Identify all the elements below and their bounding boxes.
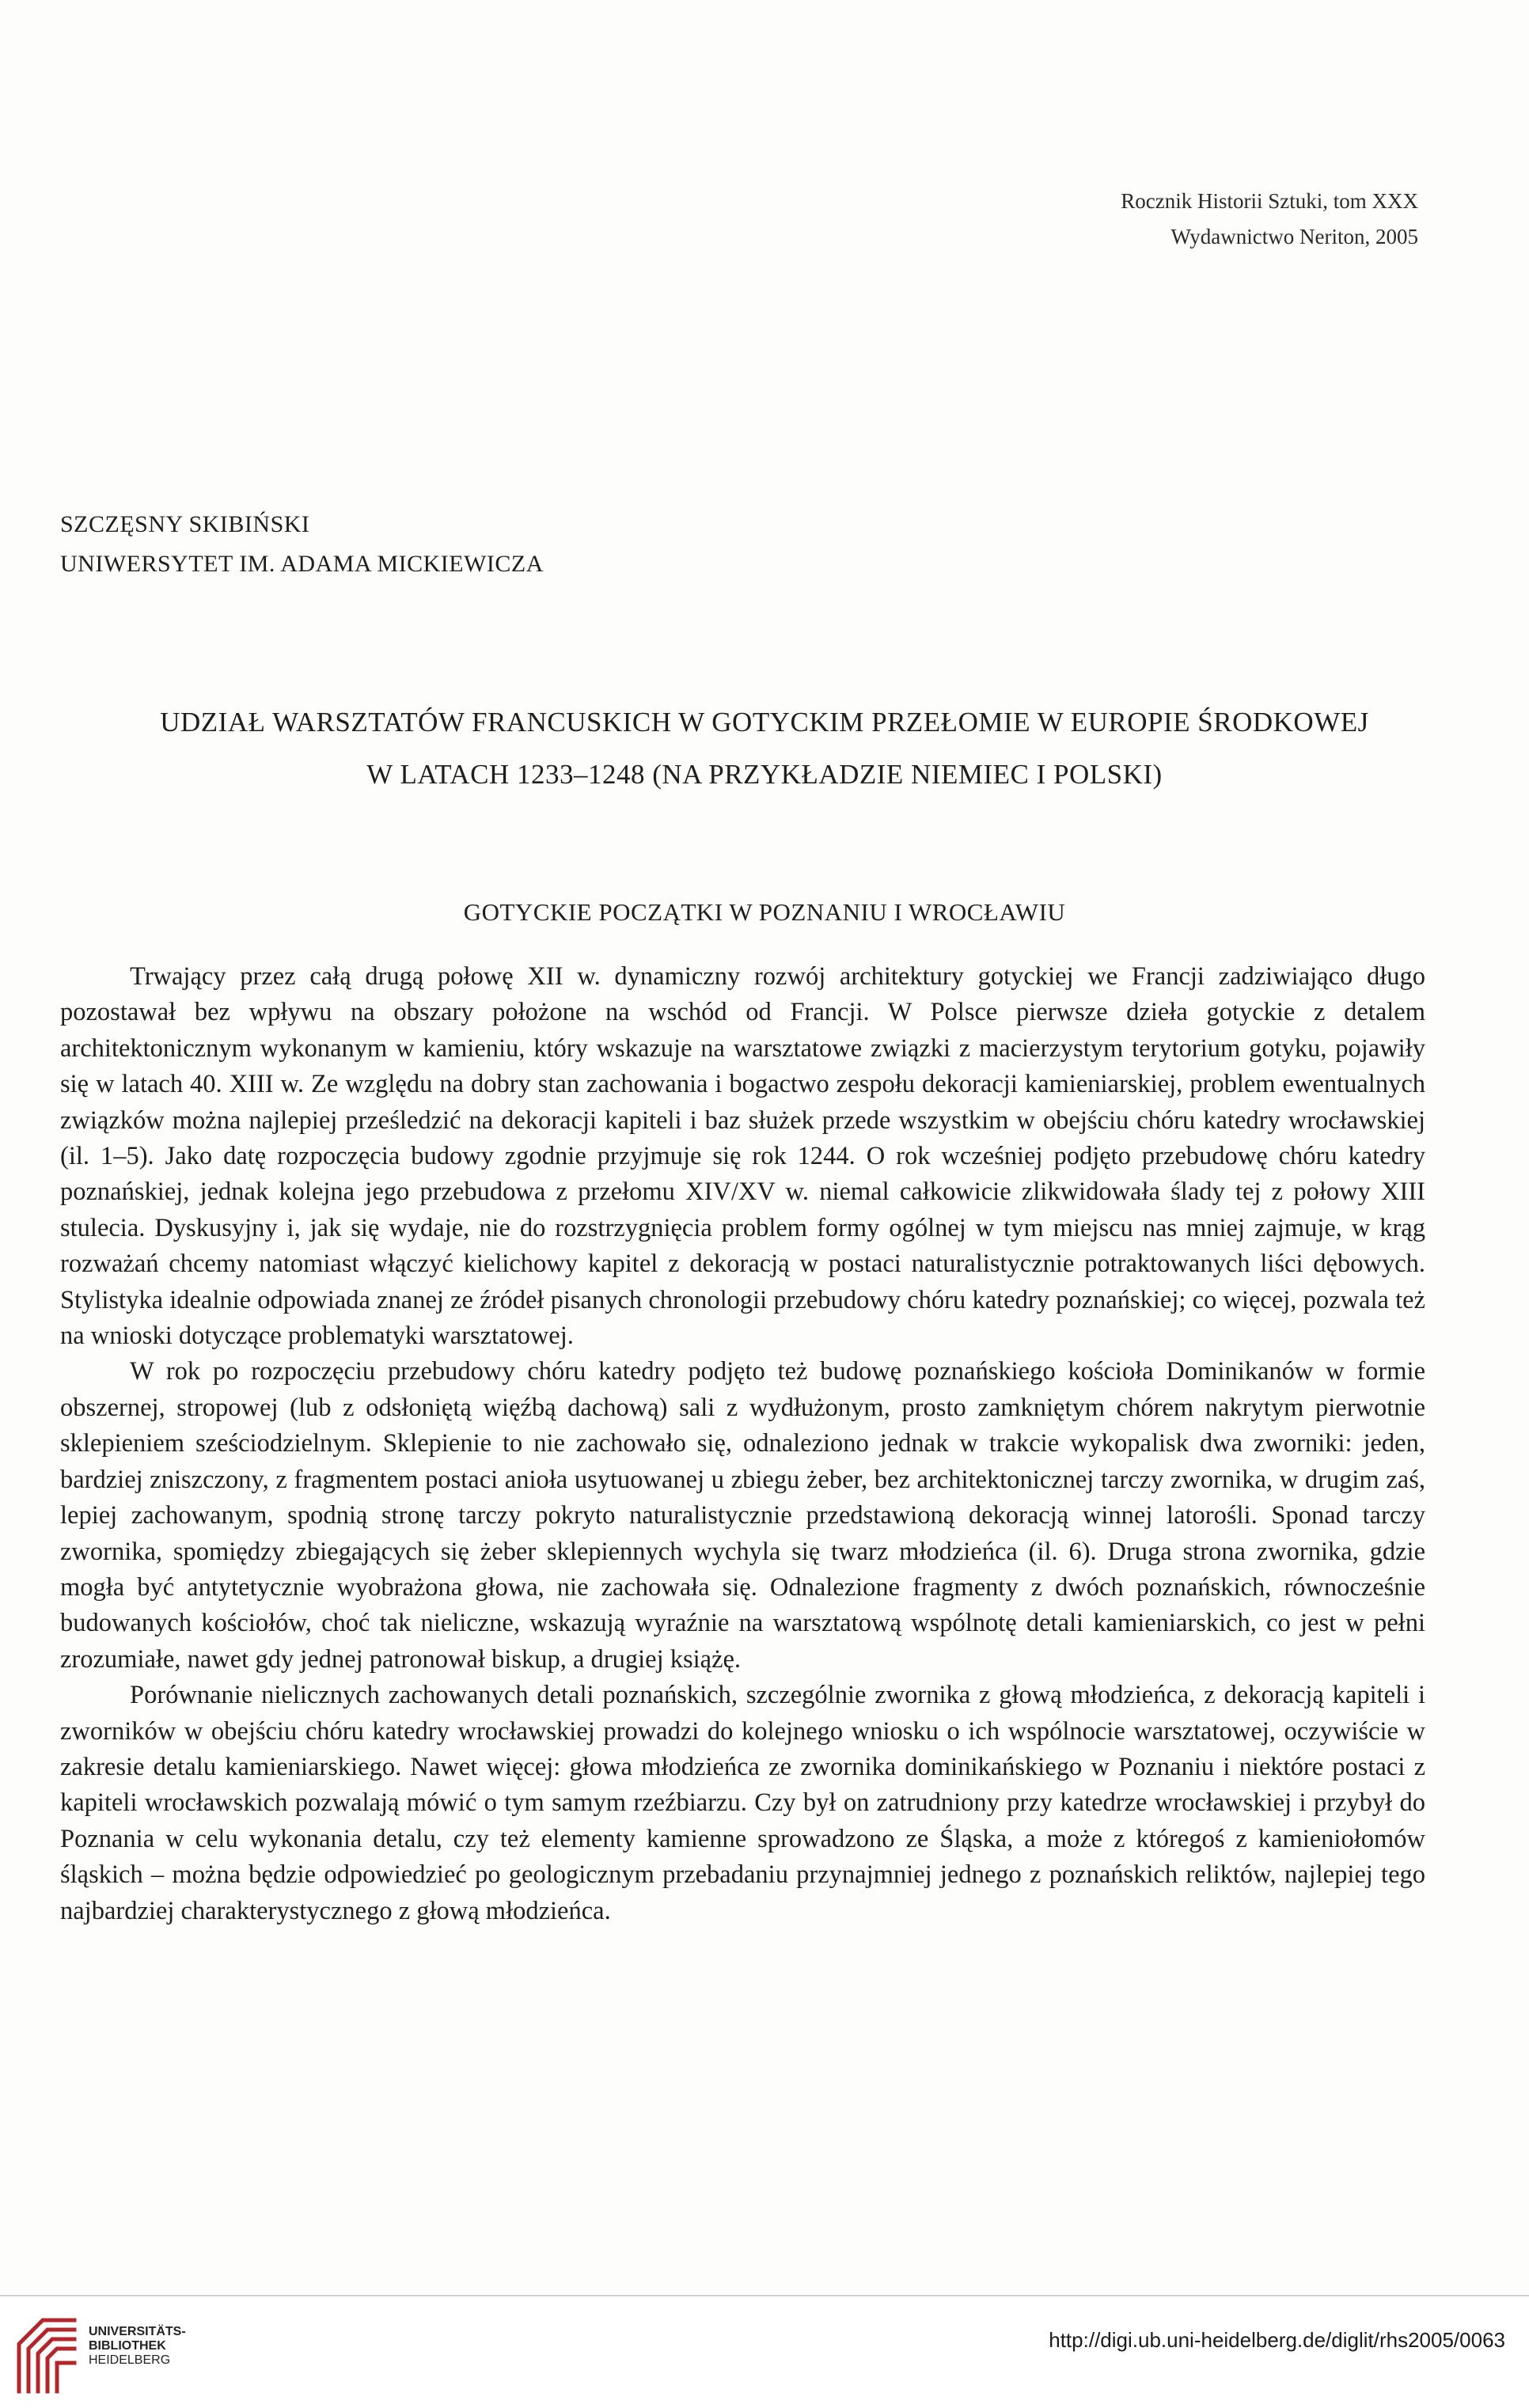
library-logo-icon xyxy=(11,2312,82,2399)
journal-info xyxy=(1121,184,1418,255)
author-affiliation: UNIWERSYTET IM. ADAMA MICKIEWICZA xyxy=(60,551,544,577)
paragraph-2: W rok po rozpoczęciu przebudowy chóru katedry podjęto też budowę poznańskiego kościoła Dominikanów w formie obszernej, stropowej (lub z odsłoniętą więźbą dachową) sali z wydłużonym, prosto zamkniętym chórem nakrytym pierwotnie sklepieniem sześciodzielnym. Sklepienie to nie zachowało się, odnaleziono jednak w trakcie wykopalisk dwa zworniki: jeden, bardziej zniszczony, z fragmentem postaci anioła usytuowanej u zbiegu żeber, bez architektonicznej tarczy zwornika, w drugim zaś, lepiej zachowanym, spodnią stronę tarczy pokryto naturalistycznie przedstawioną dekoracją winnej latorośli. Sponad tarczy zwornika, spomiędzy zbiegających się żeber sklepiennych wychyla się twarz młodzieńca (il. 6). Druga strona zwornika, gdzie mogła być antytetycznie wyobrażona głowa, nie zachowała się. Odnalezione fragmenty z dwóch poznańskich, równocześnie budowanych kościołów, choć tak nieliczne, wskazują wyraźnie na warsztatową wspólnotę detali kamieniarskich, co jest w pełni zrozumiałe, nawet gdy jednej patronował biskup, a drugiej książę. xyxy=(60,1357,1425,1674)
library-name-line-2: BIBLIOTHEK xyxy=(89,2339,166,2353)
source-url-link[interactable]: http://digi.ub.uni-heidelberg.de/diglit/rhs2005/0063 xyxy=(1049,2328,1505,2352)
article-title xyxy=(0,696,1529,801)
library-name-line-3: HEIDELBERG xyxy=(89,2353,171,2367)
paragraph-3: Porównanie nielicznych zachowanych detali poznańskich, szczególnie zwornika z głową młodzieńca, z dekoracją kapiteli i zworników w obejściu chóru katedry wrocławskiej prowadzi do kolejnego wniosku o ich wspólnocie warsztatowej, oczywiście w zakresie detalu kamieniarskiego. Nawet więcej: głowa młodzieńca ze zwornika dominikańskiego w Poznaniu i niektóre postaci z kapiteli wrocławskich pozwalają mówić o tym samym rzeźbiarzu. Czy był on zatrudniony przy katedrze wrocławskiej i przybył do Poznania w celu wykonania detalu, czy też elementy kamienne sprowadzono ze Śląska, a może z któregoś z kamieniołomów śląskich – można będzie odpowiedzieć po geologicznym przebadaniu przynajmniej jednego z poznańskich reliktów, najlepiej tego najbardziej charakterystycznego z głową młodzieńca. xyxy=(60,1681,1425,1925)
article-body xyxy=(60,959,1425,1929)
author-name: SZCZĘSNY SKIBIŃSKI xyxy=(60,511,310,537)
article-title-line-2: W LATACH 1233–1248 (NA PRZYKŁADZIE NIEMIEC I POLSKI) xyxy=(366,759,1163,790)
author-block xyxy=(60,505,544,584)
journal-title: Rocznik Historii Sztuki, tom XXX xyxy=(1121,189,1418,213)
publisher: Wydawnictwo Neriton, 2005 xyxy=(1170,225,1418,248)
library-name xyxy=(89,2325,186,2368)
library-name-line-1: UNIVERSITÄTS- xyxy=(89,2325,186,2338)
article-title-line-1: UDZIAŁ WARSZTATÓW FRANCUSKICH W GOTYCKIM PRZEŁOMIE W EUROPIE ŚRODKOWEJ xyxy=(160,707,1369,738)
section-heading: GOTYCKIE POCZĄTKI W POZNANIU I WROCŁAWIU xyxy=(463,898,1066,926)
paragraph-1: Trwający przez całą drugą połowę XII w. dynamiczny rozwój architektury gotyckiej we Francji zadziwiająco długo pozostawał bez wpływu na obszary położone na wschód od Francji. W Polsce pierwsze dzieła gotyckie z detalem architektonicznym wykonanym w kamieniu, który wskazuje na warsztatowe związki z macierzystym terytorium gotyku, pojawiły się w latach 40. XIII w. Ze względu na dobry stan zachowania i bogactwo zespołu dekoracji kamieniarskiej, problem ewentualnych związków można najlepiej prześledzić na dekoracji kapiteli i baz służek przede wszystkim w obejściu chóru katedry wrocławskiej (il. 1–5). Jako datę rozpoczęcia budowy zgodnie przyjmuje się rok 1244. O rok wcześniej podjęto przebudowę chóru katedry poznańskiej, jednak kolejna jego przebudowa z przełomu XIV/XV w. niemal całkowicie zlikwidowała ślady tej z połowy XIII stulecia. Dyskusyjny i, jak się wydaje, nie do rozstrzygnięcia problem formy ogólnej w tym miejscu nas mniej zajmuje, w krąg rozważań chcemy natomiast włączyć kielichowy kapitel z dekoracją w postaci naturalistycznie potraktowanych liści dębowych. Stylistyka idealnie odpowiada znanej ze źródeł pisanych chronologii przebudowy chóru katedry poznańskiej; co więcej, pozwala też na wnioski dotyczące problematyki warsztatowej. xyxy=(60,962,1425,1351)
digitization-footer xyxy=(0,2296,1529,2408)
